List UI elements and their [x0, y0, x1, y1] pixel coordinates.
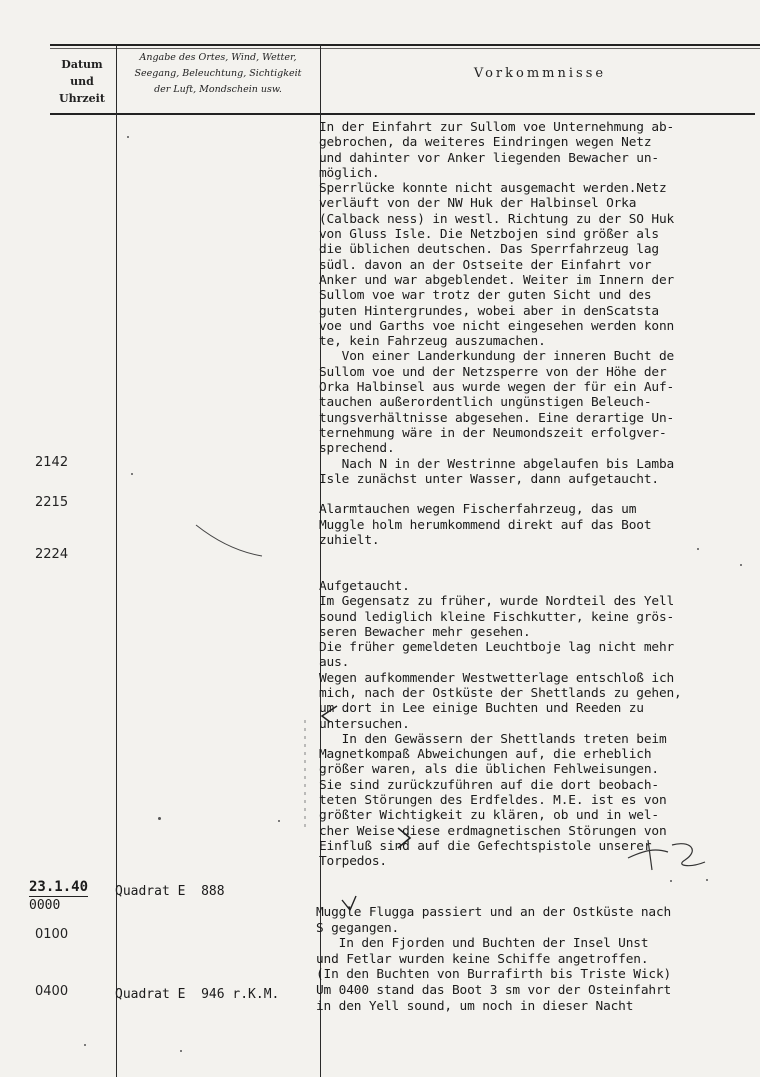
header-date-line: und — [70, 75, 94, 88]
date-entry — [29, 879, 88, 914]
header-place-column — [118, 50, 318, 98]
time-entry: 2215 — [35, 495, 69, 510]
paper-speck — [706, 879, 708, 881]
header-place-line: der Luft, Mondschein usw. — [154, 84, 282, 95]
time-entry: 2142 — [35, 455, 69, 470]
header-place-line: Angabe des Ortes, Wind, Wetter, — [139, 52, 297, 63]
position-entry: Quadrat E 888 — [115, 884, 225, 899]
header-bottom-rule — [50, 113, 755, 115]
log-entry-text-2: Muggle Flugga passiert und an der Ostküste nach S gegangen. In den Fjorden und Buchten der Insel Unst und Fetlar wurden keine Schiffe angetroffen. (In den Buchten von Burrafirth bis Triste Wick) Um 0400 stand das Boot 3 sm vor der Osteinfahrt in den Yell sound, um noch in dieser Nacht — [316, 905, 672, 1014]
header-date-column — [50, 56, 114, 107]
log-entry-text: In der Einfahrt zur Sullom voe Unternehmung ab- gebrochen, da weiteres Eindringen wegen Netz und dahinter vor Anker liegenden Bewacher un- möglich. Sperrlücke konnte nicht ausgemacht werden.Netz verläuft von der NW Huk der Halbinsel Orka (Calback ness) in westl. Richtung zu der SO Huk von Gluss Isle. Die Netzbojen sind größer als die üblichen deutschen. Das Sperrfahrzeug lag südl. davon an der Ostseite der Einfahrt vor Anker und war abgeblendet. Weiter im Innern der Sullom voe war trotz der guten Sicht und des guten Hintergrundes, wobei aber in denScatsta voe und Garths voe nicht eingesehen werden konn te, kein Fahrzeug auszumachen. Von einer Landerkundung der inneren Bucht de Sullom voe und der Netzsperre von der Höhe der Orka Halbinsel aus wurde wegen der für ein Auf- tauchen außerordentlich ungünstigen Beleuch- tungsverhältnisse abgesehen. Eine derartige Un- ternehmung wäre in der Neumondszeit erfolgver- sprechend. Nach N in der Westrinne abgelaufen bis Lamba Isle zunächst unter Wasser, dann aufgetaucht. Alarmtauchen wegen Fischerfahrzeug, das um Muggle holm herumkommend direkt auf das Boot zuhielt. Aufgetaucht. Im Gegensatz zu früher, wurde Nordteil des Yell sound lediglich kleine Fischkutter, keine grös- seren Bewacher mehr gesehen. Die früher gemeldeten Leuchtboje lag nicht mehr aus. Wegen aufkommender Westwetterlage entschloß ich mich, nach der Ostküste der Shettlands zu gehen, um dort in Lee einige Buchten und Reeden zu untersuchen. In den Gewässern der Shettlands treten beim Magnetkompaß Abweichungen auf, die erheblich größer waren, als die üblichen Fehlweisungen. Sie sind zurückzuführen auf die dort beobach- teten Störungen des Erdfeldes. M.E. ist es von größter Wichtigkeit zu klären, ob und in wel- cher Weise diese erdmagnetischen Störungen von Einfluß sind auf die Gefechtspistole unserer Torpedos. — [319, 120, 682, 870]
paper-speck — [180, 1050, 182, 1052]
position-entry: Quadrat E 946 r.K.M. — [115, 987, 280, 1002]
header-date-line: Datum — [61, 58, 103, 71]
time-entry: 2224 — [35, 547, 69, 562]
header-date-line: Uhrzeit — [59, 92, 105, 105]
header-place-line: Seegang, Beleuchtung, Sichtigkeit — [134, 68, 302, 79]
column-divider-date — [116, 44, 117, 1077]
header-events-column: Vorkommnisse — [473, 66, 607, 81]
paper-speck — [127, 136, 129, 138]
paper-speck — [670, 880, 672, 882]
time-entry: 0000 — [29, 898, 61, 913]
paper-speck — [131, 473, 133, 475]
paper-speck — [84, 1044, 86, 1046]
time-entry: 0100 — [35, 927, 69, 942]
paper-speck — [278, 820, 280, 822]
paper-speck — [740, 564, 742, 566]
top-rule-thin — [50, 48, 760, 49]
time-entry: 0400 — [35, 984, 69, 999]
paper-speck — [697, 548, 699, 550]
top-rule — [50, 44, 760, 46]
margin-pencil-stroke — [196, 525, 262, 556]
paper-speck — [158, 817, 161, 820]
date-value: 23.1.40 — [29, 879, 89, 895]
